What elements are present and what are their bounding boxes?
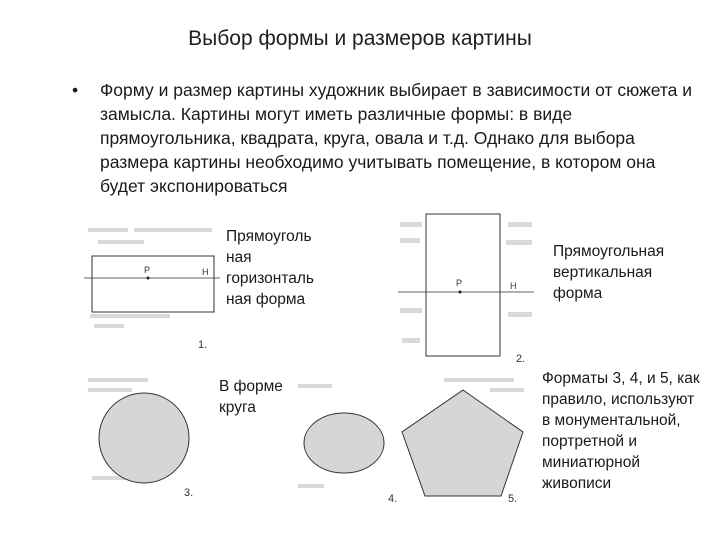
caption-vertical: Прямоугольная вертикальная форма (553, 243, 665, 302)
slide-title: Выбор формы и размеров картины (188, 27, 532, 50)
line-label: H (202, 267, 209, 277)
figure-number: 1. (198, 339, 208, 351)
circle-shape (99, 393, 189, 483)
figure-number: 4. (388, 493, 398, 505)
figure-number: 3. (184, 487, 194, 499)
figure-number: 5. (508, 493, 518, 505)
point-label: P (456, 278, 463, 288)
figure-number: 2. (516, 353, 526, 365)
vanishing-point (459, 291, 462, 294)
oval-shape (304, 413, 384, 473)
vertical-rectangle-shape (426, 214, 500, 356)
line-label: H (510, 281, 517, 291)
vertical-rectangle-figure (398, 208, 534, 368)
oval-pentagon-figure (294, 372, 528, 512)
horizontal-rectangle-figure (84, 218, 220, 354)
circle-figure (84, 366, 212, 508)
horizontal-rectangle-shape (92, 256, 214, 312)
bullet-text: Форму и размер картины художник выбирает в зависимости от сюжета и замысла. Картины могут иметь различные формы: в виде прямоугольника, квадрата, круга, овала и т.д. Однако для выбора размера картины необходимо учитывать помещение, в котором она будет экспонироваться (100, 80, 693, 196)
vanishing-point (147, 277, 150, 280)
point-label: P (144, 265, 151, 275)
caption-formats: Форматы 3, 4, и 5, как правило, используют в монументальной, портретной и миниатюрной живописи (542, 370, 700, 492)
caption-horizontal: Прямоуголь ная горизонталь ная форма (226, 228, 314, 308)
caption-circle: В форме круга (219, 378, 283, 416)
bullet-marker: • (72, 80, 79, 100)
